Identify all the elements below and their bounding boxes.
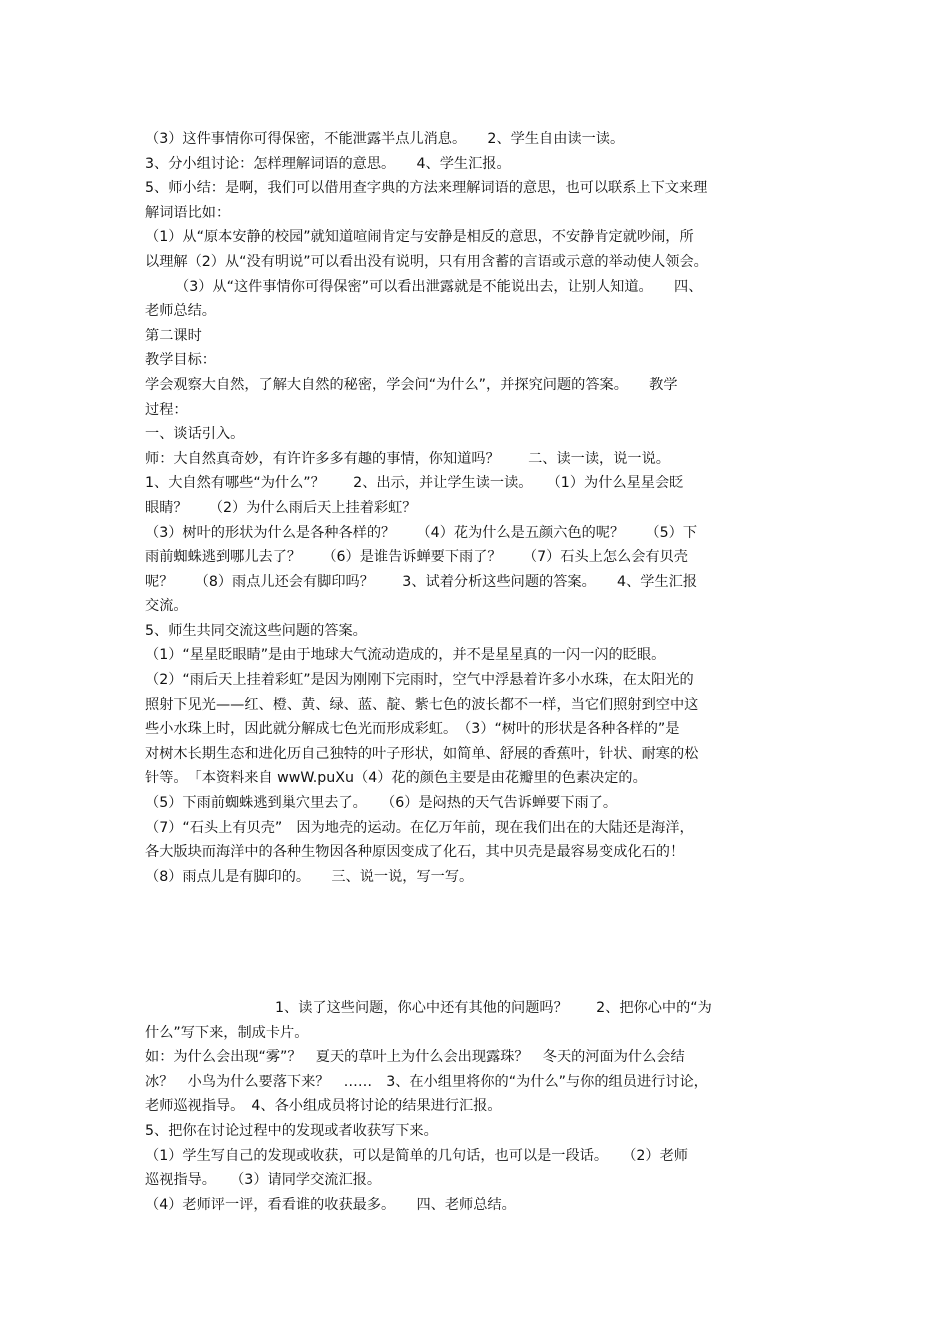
text-line: （1）“星星眨眼睛”是由于地球大气流动造成的，并不是星星真的一闪一闪的眨眼。 bbox=[145, 647, 666, 664]
text-line: 学会观察大自然，了解大自然的秘密，学会问“为什么”，并探究问题的答案。 教学 bbox=[145, 376, 678, 393]
text-line: 巡视指导。 （3）请同学交流汇报。 bbox=[145, 1172, 382, 1189]
text-line: 眼睛？ （2）为什么雨后天上挂着彩虹？ bbox=[145, 499, 417, 516]
text-line: 一、谈话引入。 bbox=[145, 426, 245, 443]
text-line: 呢？ （8）雨点儿还会有脚印吗？ 3、试着分析这些问题的答案。 4、学生汇报 bbox=[145, 573, 698, 590]
text-line: （3）树叶的形状为什么是各种各样的？ （4）花为什么是五颜六色的呢？ （5）下 bbox=[145, 524, 698, 541]
text-line: 如：为什么会出现“雾”？ 夏天的草叶上为什么会出现露珠？ 冬天的河面为什么会结 bbox=[145, 1049, 685, 1066]
text-line: （4）老师评一评，看看谁的收获最多。 四、老师总结。 bbox=[145, 1196, 516, 1213]
text-line: 师：大自然真奇妙，有许许多多有趣的事情，你知道吗？ 二、读一读，说一说。 bbox=[145, 450, 670, 467]
text-line: 5、师生共同交流这些问题的答案。 bbox=[145, 622, 367, 639]
text-line: （3）这件事情你可得保密，不能泄露半点儿消息。 2、学生自由读一读。 bbox=[145, 131, 625, 147]
lesson-text-section-2 bbox=[145, 996, 810, 1217]
text-line: 过程： bbox=[145, 401, 188, 418]
text-line: 照射下见光——红、橙、黄、绿、蓝、靛、紫七色的波长都不一样，当它们照射到空中这 bbox=[145, 696, 699, 713]
text-line: 老师总结。 bbox=[145, 303, 216, 320]
text-line: 1、大自然有哪些“为什么”？ 2、出示，并让学生读一读。 （1）为什么星星会眨 bbox=[145, 475, 684, 492]
text-line: （8）雨点儿是有脚印的。 三、说一说，写一写。 bbox=[145, 868, 474, 885]
text-line: 针等。 「本资料来自 wwW.puXu（4）花的颜色主要是由花瓣里的色素决定的。 bbox=[145, 770, 647, 787]
text-line: 冰？ 小鸟为什么要落下来？ …… 3、在小组里将你的“为什么”与你的组员进行讨论， bbox=[145, 1073, 708, 1090]
text-line: 以理解（2）从“没有明说”可以看出没有说明，只有用含蓄的言语或示意的举动使人领会。 bbox=[145, 253, 708, 270]
text-line: （2）“雨后天上挂着彩虹”是因为刚刚下完雨时，空气中浮悬着许多小水珠，在太阳光的 bbox=[145, 672, 694, 689]
text-line: 5、把你在讨论过程中的发现或者收获写下来。 bbox=[145, 1122, 438, 1139]
text-line: 教学目标： bbox=[145, 352, 216, 369]
text-line: 3、分小组讨论：怎样理解词语的意思。 4、学生汇报。 bbox=[145, 155, 511, 172]
text-line: （5）下雨前蜘蛛逃到巢穴里去了。 （6）是闷热的天气告诉蝉要下雨了。 bbox=[145, 795, 618, 812]
text-line: （1）学生写自己的发现或收获，可以是简单的几句话，也可以是一段话。 （2）老师 bbox=[145, 1147, 688, 1164]
text-line: （7）“石头上有贝壳” 因为地壳的运动。在亿万年前，现在我们出在的大陆还是海洋， bbox=[145, 819, 694, 836]
text-line: 1、读了这些问题，你心中还有其他的问题吗？ 2、把你心中的“为 bbox=[275, 1000, 712, 1016]
text-line: 各大版块而海洋中的各种生物因各种原因变成了化石，其中贝壳是最容易变成化石的！ bbox=[145, 844, 685, 861]
text-line: （1）从“原本安静的校园”就知道喧闹肯定与安静是相反的意思，不安静肯定就吵闹，所 bbox=[145, 229, 694, 246]
text-line: 雨前蜘蛛逃到哪儿去了？ （6）是谁告诉蝉要下雨了？ （7）石头上怎么会有贝壳 bbox=[145, 549, 688, 566]
text-line: 老师巡视指导。 4、各小组成员将讨论的结果进行汇报。 bbox=[145, 1098, 502, 1115]
text-line: 交流。 bbox=[145, 598, 188, 615]
lesson-text-section-1 bbox=[145, 127, 810, 889]
text-line: 对树木长期生态和进化历自己独特的叶子形状，如简单、舒展的香蕉叶，针状、耐寒的松 bbox=[145, 745, 699, 762]
text-line: 些小水珠上时，因此就分解成七色光而形成彩虹。 （3）“树叶的形状是各种各样的”是 bbox=[145, 721, 680, 738]
text-line: 解词语比如： bbox=[145, 204, 231, 221]
text-line: （3）从“这件事情你可得保密”可以看出泄露就是不能说出去，让别人知道。 四、 bbox=[175, 278, 703, 295]
text-line: 5、师小结：是啊，我们可以借用查字典的方法来理解词语的意思，也可以联系上下文来理 bbox=[145, 180, 708, 197]
lesson-heading: 第二课时 bbox=[145, 327, 202, 344]
text-line: 什么”写下来，制成卡片。 bbox=[145, 1024, 309, 1041]
